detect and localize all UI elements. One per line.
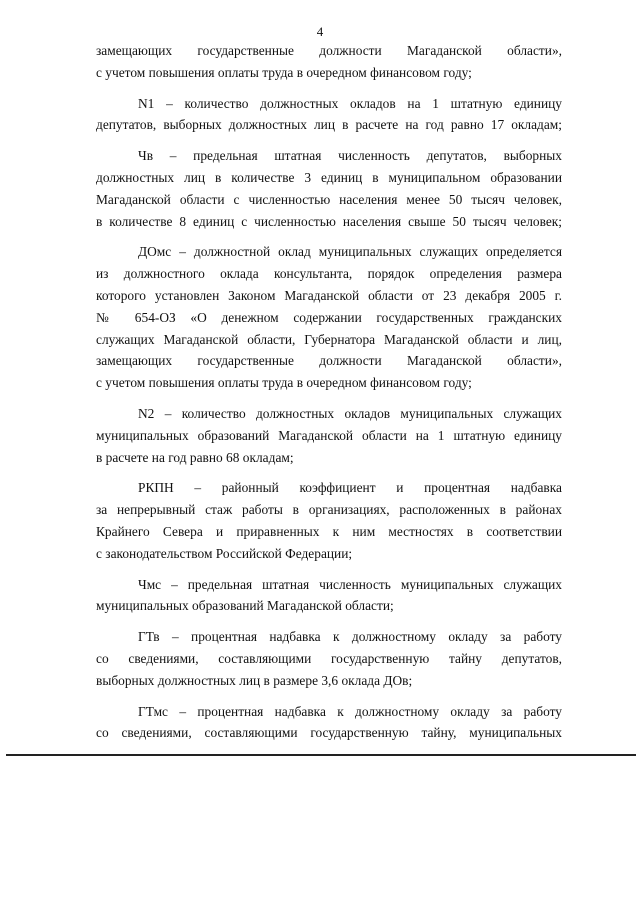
page-number: 4	[316, 24, 324, 39]
text-line: муниципальных образований Магаданской области;	[96, 598, 394, 614]
text-line: служащих Магаданской области, Губернатора Магаданской области и лиц,	[96, 331, 562, 347]
text-line: замещающих государственные должности Магаданской области»,	[96, 353, 562, 369]
text-line: N1 – количество должностных окладов на 1 штатную единицу	[138, 95, 562, 111]
paragraph	[96, 701, 562, 745]
text-line: со сведениями, составляющими государственную тайну депутатов,	[96, 650, 562, 666]
text-line: N2 – количество должностных окладов муниципальных служащих	[138, 405, 562, 421]
text-line: Крайнего Севера и приравненных к ним местностях в соответствии	[96, 523, 562, 539]
paragraph	[96, 574, 562, 618]
paragraph	[96, 40, 562, 84]
text-line: с учетом повышения оплаты труда в очередном финансовом году;	[96, 375, 472, 391]
text-line: из должностного оклада консультанта, порядок определения размера	[96, 266, 562, 282]
paragraph	[96, 93, 562, 137]
text-line: № 654-ОЗ «О денежном содержании государственных гражданских	[96, 309, 562, 325]
document-body	[96, 40, 562, 744]
paragraph	[96, 145, 562, 232]
text-line: с законодательством Российской Федерации;	[96, 545, 353, 561]
footer-divider	[6, 754, 636, 756]
text-line: с учетом повышения оплаты труда в очередном финансовом году;	[96, 64, 472, 80]
text-line: за непрерывный стаж работы в организациях, расположенных в районах	[96, 502, 562, 518]
text-line: ГТмс – процентная надбавка к должностному окладу за работу	[138, 703, 562, 719]
text-line: в количестве 8 единиц с численностью населения свыше 50 тысяч человек;	[96, 213, 562, 229]
paragraph	[96, 241, 562, 394]
text-line: депутатов, выборных должностных лиц в расчете на год равно 17 окладам;	[96, 117, 562, 133]
text-line: со сведениями, составляющими государственную тайну, муниципальных	[96, 725, 562, 741]
text-line: Чмс – предельная штатная численность муниципальных служащих	[138, 576, 562, 592]
text-line: ДОмс – должностной оклад муниципальных служащих определяется	[138, 244, 562, 260]
paragraph	[96, 403, 562, 468]
text-line: замещающих государственные должности Магаданской области»,	[96, 43, 562, 58]
text-line: должностных лиц в количестве 3 единиц в муниципальном образовании	[96, 169, 562, 185]
text-line: ГТв – процентная надбавка к должностному окладу за работу	[138, 629, 562, 645]
text-line: муниципальных образований Магаданской области на 1 штатную единицу	[96, 427, 562, 443]
text-line: выборных должностных лиц в размере 3,6 оклада ДОв;	[96, 672, 413, 688]
text-line: РКПН – районный коэффициент и процентная надбавка	[138, 480, 562, 496]
text-line: Магаданской области с численностью населения менее 50 тысяч человек,	[96, 191, 562, 207]
text-line: которого установлен Законом Магаданской области от 23 декабря 2005 г.	[96, 287, 562, 303]
text-line: в расчете на год равно 68 окладам;	[96, 449, 294, 465]
paragraph	[96, 477, 562, 564]
text-line: Чв – предельная штатная численность депутатов, выборных	[138, 148, 562, 164]
paragraph	[96, 626, 562, 691]
